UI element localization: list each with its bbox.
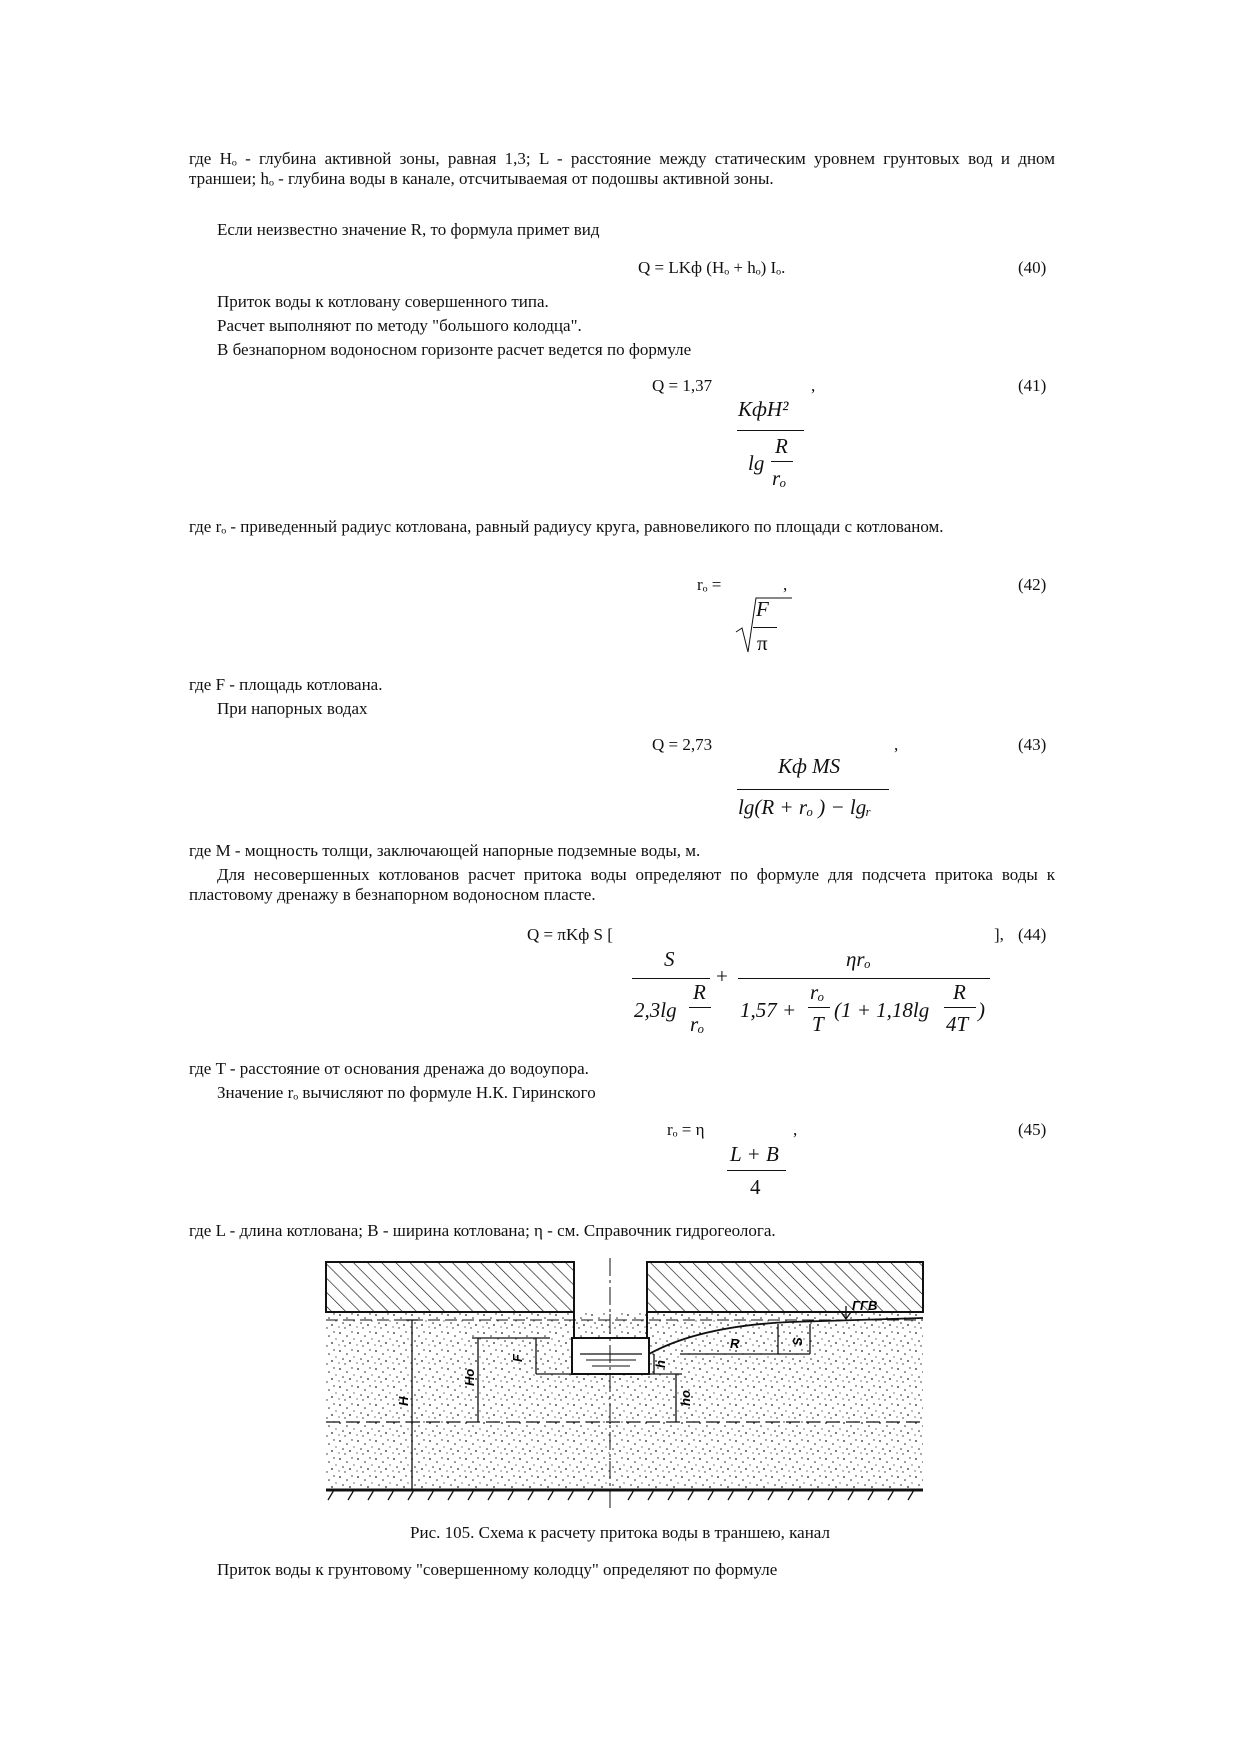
formula-43-numerator: Kф MS — [778, 754, 841, 778]
equation-41-lhs: Q = 1,37 — [652, 376, 713, 395]
formula-44-left-bar — [632, 978, 710, 979]
formula-44-1-57: 1,57 + — [740, 998, 797, 1022]
formula-44-right-bar — [738, 978, 990, 979]
formula-44-R-over-4T-bar — [944, 1007, 976, 1008]
label-S: S — [790, 1337, 805, 1346]
formula-44-T: T — [812, 1012, 824, 1036]
equation-42-lhs: rₒ = — [697, 575, 722, 594]
text-method: Расчет выполняют по методу "большого колодца". — [217, 316, 582, 335]
equation-number-42: (42) — [1018, 575, 1047, 594]
label-h: h — [653, 1360, 668, 1368]
formula-44-close: ) — [978, 998, 985, 1022]
text-last-line: Приток воды к грунтовому "совершенному колодцу" определяют по формуле — [217, 1560, 778, 1579]
imperfect-paragraph: Для несовершенных котлованов расчет притока воды определяют по формуле для подсчета притока воды к пластовому дренажу в безнапорном водоносном пласте. — [189, 865, 1055, 904]
formula-43-denominator: lg(R + rₒ ) − lgᵣ — [738, 795, 872, 819]
equation-number-44: (44) — [1018, 925, 1047, 944]
label-F: F — [510, 1354, 525, 1362]
label-H: H — [396, 1396, 411, 1406]
formula-44-4T: 4T — [946, 1012, 969, 1036]
figure-caption: Рис. 105. Схема к расчету притока воды в траншею, канал — [410, 1523, 830, 1542]
r0-paragraph: где rₒ - приведенный радиус котлована, равный радиусу круга, равновеликого по площади с котлованом. — [189, 517, 944, 536]
formula-44-plus: + — [716, 964, 728, 988]
label-R: R — [730, 1336, 740, 1351]
formula-44-S: S — [664, 947, 675, 971]
formula-41-inner-bar — [771, 461, 793, 462]
formula-44-r0-over-T-bar — [808, 1007, 830, 1008]
formula-45-denominator: 4 — [750, 1175, 761, 1199]
equation-number-40: (40) — [1018, 258, 1047, 277]
formula-44-eta-r0: ηrₒ — [846, 947, 871, 971]
equation-number-43: (43) — [1018, 735, 1047, 754]
text-confined: При напорных водах — [217, 699, 368, 718]
text-unconfined: В безнапорном водоносном горизонте расчет ведется по формуле — [217, 340, 692, 359]
equation-43-comma: , — [894, 735, 899, 754]
text-F: где F - площадь котлована. — [189, 675, 383, 694]
formula-44-r0: rₒ — [690, 1012, 705, 1036]
formula-44-R-bar — [689, 1007, 711, 1008]
formula-42-bar — [753, 627, 777, 628]
text-T: где T - расстояние от основания дренажа до водоупора. — [189, 1059, 589, 1078]
formula-41-fraction-bar — [737, 430, 804, 431]
label-ggv: ГГВ — [852, 1298, 878, 1313]
formula-41-lg: lg — [748, 451, 765, 475]
formula-41-r0: rₒ — [772, 466, 787, 490]
formula-44-2-3lg: 2,3lg — [634, 998, 677, 1022]
formula-42-F: F — [756, 597, 769, 621]
label-Ho: Hо — [462, 1368, 477, 1386]
formula-44-r0b: rₒ — [810, 980, 825, 1004]
equation-number-41: (41) — [1018, 376, 1047, 395]
formula-44-paren: (1 + 1,18lg — [834, 998, 930, 1022]
equation-number-45: (45) — [1018, 1120, 1047, 1139]
text-L-B: где L - длина котлована; B - ширина котлована; η - см. Справочник гидрогеолога. — [189, 1221, 776, 1240]
formula-42-pi: π — [757, 631, 768, 655]
trench-inflow-diagram — [320, 1258, 926, 1508]
formula-43-bar — [737, 789, 889, 790]
equation-45-lhs: rₒ = η — [667, 1120, 705, 1139]
intro-paragraph: где Hₒ - глубина активной зоны, равная 1,3; L - расстояние между статическим уровнем грунтовых вод и дном траншеи; hₒ - глубина воды в канале, отсчитываемая от подошвы активной зоны. — [189, 149, 1055, 188]
text-inflow-pit: Приток воды к котловану совершенного типа. — [217, 292, 549, 311]
text-if-unknown: Если неизвестно значение R, то формула примет вид — [217, 220, 600, 239]
equation-40: Q = LKф (Hₒ + hₒ) Iₒ. — [638, 258, 786, 277]
formula-45-numerator: L + B — [730, 1142, 779, 1166]
label-ho: hо — [678, 1390, 693, 1406]
equation-45-comma: , — [793, 1120, 798, 1139]
right-clay-layer — [647, 1262, 923, 1312]
equation-42-comma: , — [783, 575, 788, 594]
text-M: где M - мощность толщи, заключающей напорные подземные воды, м. — [189, 841, 701, 860]
equation-43-lhs: Q = 2,73 — [652, 735, 713, 754]
formula-44-R: R — [693, 980, 706, 1004]
formula-41-R: R — [775, 434, 788, 458]
formula-44-R2: R — [953, 980, 966, 1004]
equation-44-lhs: Q = πKф S [ — [527, 925, 613, 944]
text-girinsky: Значение rₒ вычисляют по формуле Н.К. Гиринского — [217, 1083, 596, 1102]
formula-41-numerator: KфH² — [738, 397, 789, 421]
left-clay-layer — [326, 1262, 574, 1312]
equation-44-rhs: ], — [994, 925, 1004, 944]
formula-45-bar — [727, 1170, 786, 1171]
equation-41-comma: , — [811, 376, 816, 395]
